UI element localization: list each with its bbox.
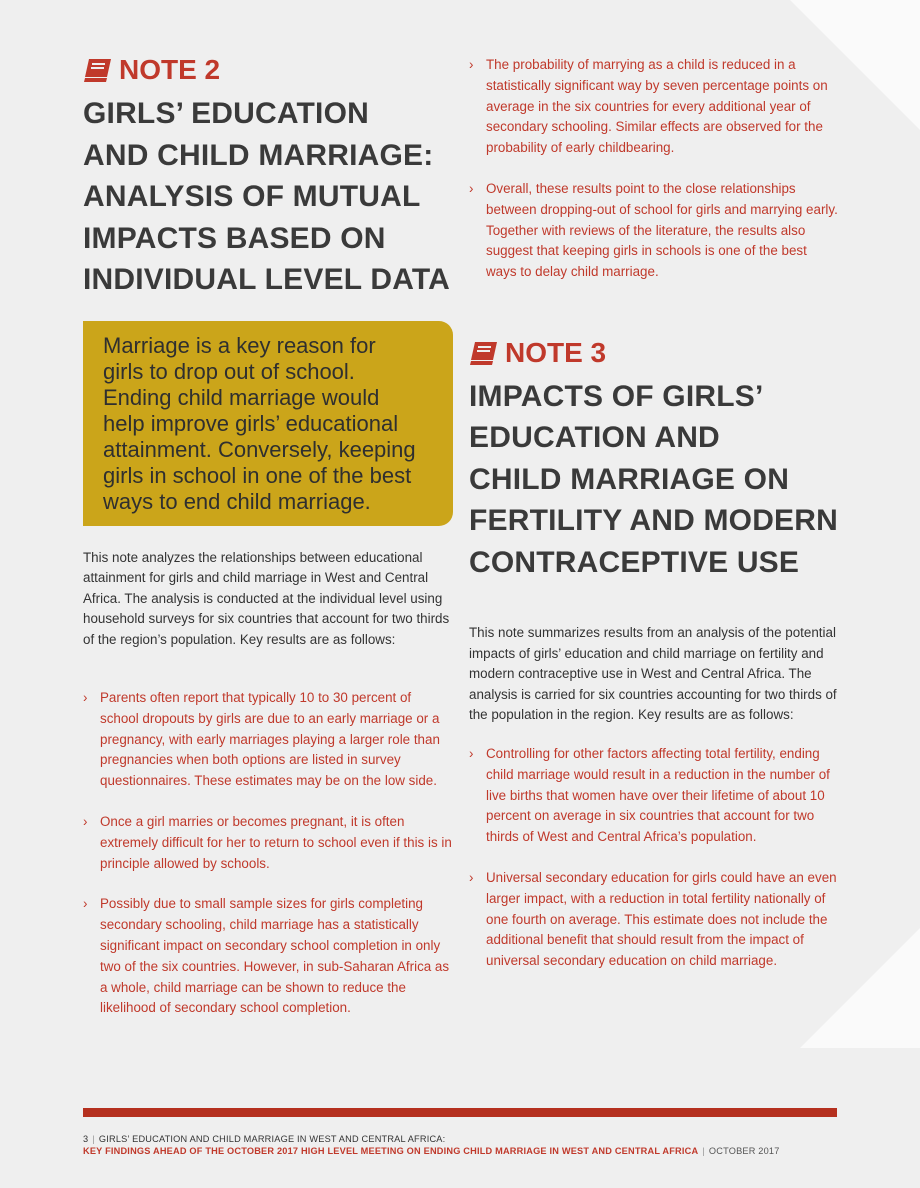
note-2-heading [83,55,453,85]
callout-line: ways to end child marriage. [103,488,371,514]
title-line: IMPACTS BASED ON [83,221,386,255]
list-item: › Overall, these results point to the close relationships between dropping-out of school for girls and marrying early. Together with reviews of the literature, the results also suggest that keeping girls in schools is one of the best ways to delay child marriage. [469,180,838,280]
title-line: AND CHILD MARRIAGE: [83,138,434,172]
title-line: GIRLS’ EDUCATION [83,97,369,130]
callout-line: Marriage is a key reason for [103,332,376,358]
title-line: CONTRACEPTIVE USE [469,545,800,579]
note-3-label: NOTE 3 [505,336,607,368]
note-2-intro: This note analyzes the relationships between educational attainment for girls and child marriage in West and Central Africa. The analysis is conducted at the individual level using household surveys for six countries that account for two thirds of the region’s population. Key results are as follows: [83,549,450,647]
footer-publication-title: GIRLS’ EDUCATION AND CHILD MARRIAGE IN WEST AND CENTRAL AFRICA: [98,1134,446,1144]
list-item: › Parents often report that typically 10 to 30 percent of school dropouts by girls are due to an early marriage or a pregnancy, with early marriages playing a larger role than pregnancies when both options are listed in survey questionnaires. These estimates may be on the low side. [83,690,440,789]
chevron-right-icon: › [469,745,474,761]
callout-line: girls in school in one of the best [103,462,412,488]
note-2-label: NOTE 2 [119,54,221,85]
note-2-results-list-continued [469,55,839,283]
book-icon [469,340,499,366]
chevron-right-icon: › [83,690,88,705]
book-icon [83,57,113,83]
note-3-heading [469,338,839,368]
note-2-title [83,93,453,301]
chevron-right-icon: › [469,57,474,72]
left-column [83,55,453,1019]
callout-line: girls to drop out of school. [103,358,355,384]
footer-subtitle: KEY FINDINGS AHEAD OF THE OCTOBER 2017 HIGH LEVEL MEETING ON ENDING CHILD MARRIAGE IN WEST AND CENTRAL AFRICA [83,1146,699,1156]
title-line: FERTILITY AND MODERN [469,504,838,538]
chevron-right-icon: › [83,896,88,912]
title-line: ANALYSIS OF MUTUAL [83,180,421,213]
list-item: › Once a girl marries or becomes pregnant, it is often extremely difficult for her to return to school even if this is in principle allowed by schools. [83,813,452,871]
note-3-section [469,338,839,584]
note-2-results-list [83,688,453,1019]
note-3-intro: This note summarizes results from an analysis of the potential impacts of girls’ education and child marriage on fertility and modern contraceptive use in West and Central Africa. The analysis is carried for six countries accounting for two thirds of the population in the region. Key results are as follows: [469,625,837,723]
footer-line-1 [83,1133,837,1145]
list-item: › Universal secondary education for girls could have an even larger impact, with a reduction in total fertility nationally of one fourth on average. This estimate does not include the additional benefit that should result from the impact of universal secondary education on child marriage. [469,869,837,969]
title-line: INDIVIDUAL LEVEL DATA [83,263,450,296]
callout-line: help improve girls’ educational [103,410,399,436]
chevron-right-icon: › [469,180,474,196]
right-column [469,55,839,972]
footer-separator: | [702,1146,705,1156]
page-number: 3 [83,1134,89,1144]
note-3-results-list [469,744,839,972]
callout-line: Ending child marriage would [103,384,380,410]
footer-date: OCTOBER 2017 [708,1146,780,1156]
footer-line-2 [83,1145,837,1157]
footer-rule [83,1108,837,1117]
title-line: IMPACTS OF GIRLS’ [469,379,764,413]
footer-separator: | [92,1134,95,1144]
list-item: › Possibly due to small sample sizes for girls completing secondary schooling, child marriage has a statistically significant impact on secondary school completion in only two of the six countries. However, in sub-Saharan Africa as a whole, child marriage can be shown to reduce the likelihood of secondary school completion. [83,896,450,1016]
callout-line: attainment. Conversely, keeping [103,436,416,462]
note-3-title [469,376,839,584]
chevron-right-icon: › [83,813,88,829]
list-item: › The probability of marrying as a child is reduced in a statistically significant way by seven percentage points on average in the six countries for every additional year of secondary schooling. Similar effects are observed for the probability of early childbearing. [469,57,828,156]
list-item: › Controlling for other factors affecting total fertility, ending child marriage would result in a reduction in the number of live births that women have over their lifetime of about 10 percent on average in six countries that account for two thirds of West and Central Africa’s population. [469,745,830,845]
title-line: EDUCATION AND [469,421,720,455]
page-footer [83,1133,837,1157]
title-line: CHILD MARRIAGE ON [469,462,790,496]
callout-box [83,321,453,526]
chevron-right-icon: › [469,869,474,885]
